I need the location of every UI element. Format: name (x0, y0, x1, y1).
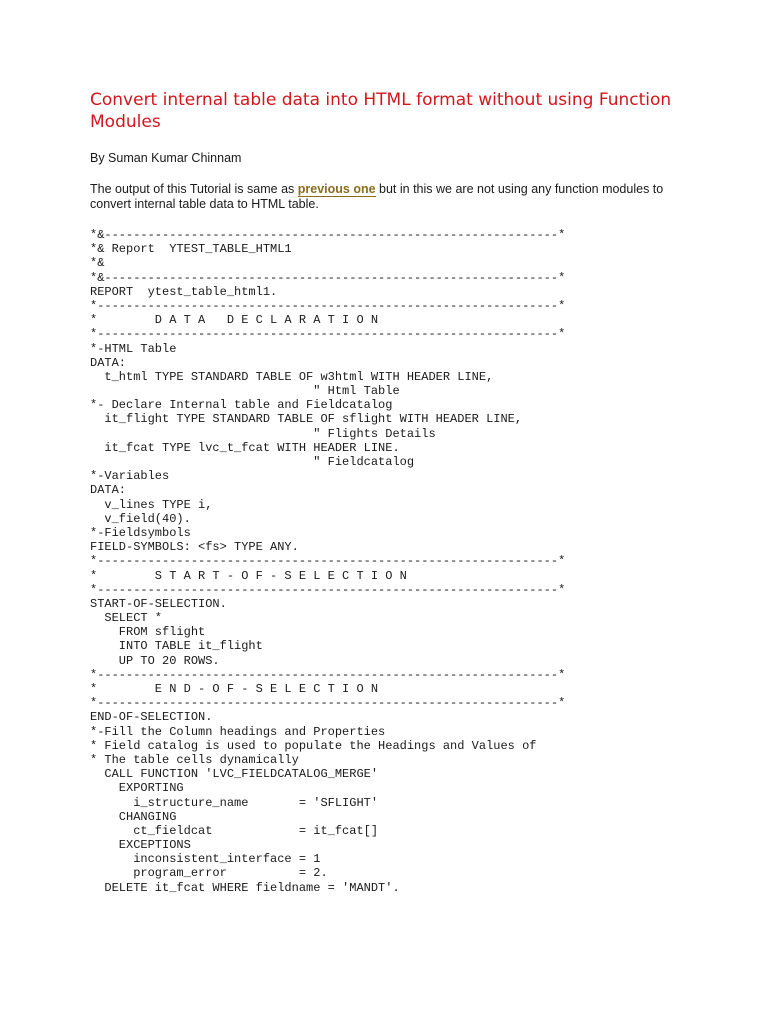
code-line: DELETE it_fcat WHERE fieldname = 'MANDT'. (90, 880, 400, 895)
code-line: FROM sflight (90, 625, 206, 640)
code-line: DATA: (90, 483, 127, 498)
code-line: inconsistent_interface = 1 (90, 852, 321, 867)
intro-text-before: The output of this Tutorial is same as (90, 182, 298, 196)
code-line: *-HTML Table (90, 341, 177, 356)
code-line: *& (90, 256, 105, 271)
code-line: program_error = 2. (90, 866, 328, 881)
code-line: " Fieldcatalog (90, 455, 415, 469)
code-line: v_lines TYPE i, (90, 497, 213, 512)
code-listing (90, 228, 565, 895)
code-line: *-Variables (90, 469, 170, 484)
code-line: SELECT * (90, 611, 163, 626)
code-line: * D A T A D E C L A R A T I O N (90, 313, 379, 328)
document-title: Convert internal table data into HTML format without using Function Modules (90, 90, 672, 132)
code-line: *----------------------------------------------------------------* (90, 696, 566, 711)
code-line: *-Fill the Column headings and Properties (90, 724, 386, 739)
code-line: " Html Table (90, 384, 400, 399)
code-line: it_fcat TYPE lvc_t_fcat WITH HEADER LINE. (90, 440, 400, 455)
code-line: EXPORTING (90, 781, 184, 796)
intro-paragraph (90, 182, 690, 212)
code-line: FIELD-SYMBOLS: <fs> TYPE ANY. (90, 540, 299, 555)
code-line: * Field catalog is used to populate the Headings and Values of (90, 738, 537, 753)
previous-one-link[interactable]: previous one (297, 182, 376, 196)
code-line: *& Report YTEST_TABLE_HTML1 (90, 242, 292, 257)
code-line: *----------------------------------------------------------------* (90, 554, 566, 569)
code-line: i_structure_name = 'SFLIGHT' (90, 795, 379, 810)
code-line: *----------------------------------------------------------------* (90, 667, 566, 682)
code-line: * The table cells dynamically (90, 752, 299, 767)
code-line: END-OF-SELECTION. (90, 710, 213, 725)
code-line: START-OF-SELECTION. (90, 596, 227, 611)
code-line: CHANGING (90, 809, 177, 824)
code-line: REPORT ytest_table_html1. (90, 284, 278, 299)
code-line: *----------------------------------------------------------------* (90, 298, 566, 313)
code-line: *- Declare Internal table and Fieldcatalog (90, 398, 393, 413)
code-line: * S T A R T - O F - S E L E C T I O N (90, 568, 407, 583)
author-byline: By Suman Kumar Chinnam (90, 151, 242, 165)
code-line: it_flight TYPE STANDARD TABLE OF sflight WITH HEADER LINE, (90, 412, 523, 427)
code-line: *&---------------------------------------------------------------* (90, 270, 566, 285)
code-line: EXCEPTIONS (90, 838, 191, 853)
code-line: *-Fieldsymbols (90, 525, 191, 540)
code-line: *&---------------------------------------------------------------* (90, 228, 566, 242)
code-line: v_field(40). (90, 511, 191, 526)
code-line: DATA: (90, 355, 127, 370)
code-line: ct_fieldcat = it_fcat[] (90, 823, 379, 838)
code-line: UP TO 20 ROWS. (90, 653, 220, 668)
intro-text-after: but in this we are not using any function modules to convert internal table data to HTML table. (90, 182, 664, 211)
code-line: *----------------------------------------------------------------* (90, 327, 566, 342)
code-line: INTO TABLE it_flight (90, 639, 263, 654)
code-line: t_html TYPE STANDARD TABLE OF w3html WITH HEADER LINE, (90, 369, 494, 384)
code-line: " Flights Details (90, 426, 436, 441)
code-line: *----------------------------------------------------------------* (90, 582, 566, 597)
code-line: CALL FUNCTION 'LVC_FIELDCATALOG_MERGE' (90, 767, 379, 782)
code-line: * E N D - O F - S E L E C T I O N (90, 682, 379, 696)
